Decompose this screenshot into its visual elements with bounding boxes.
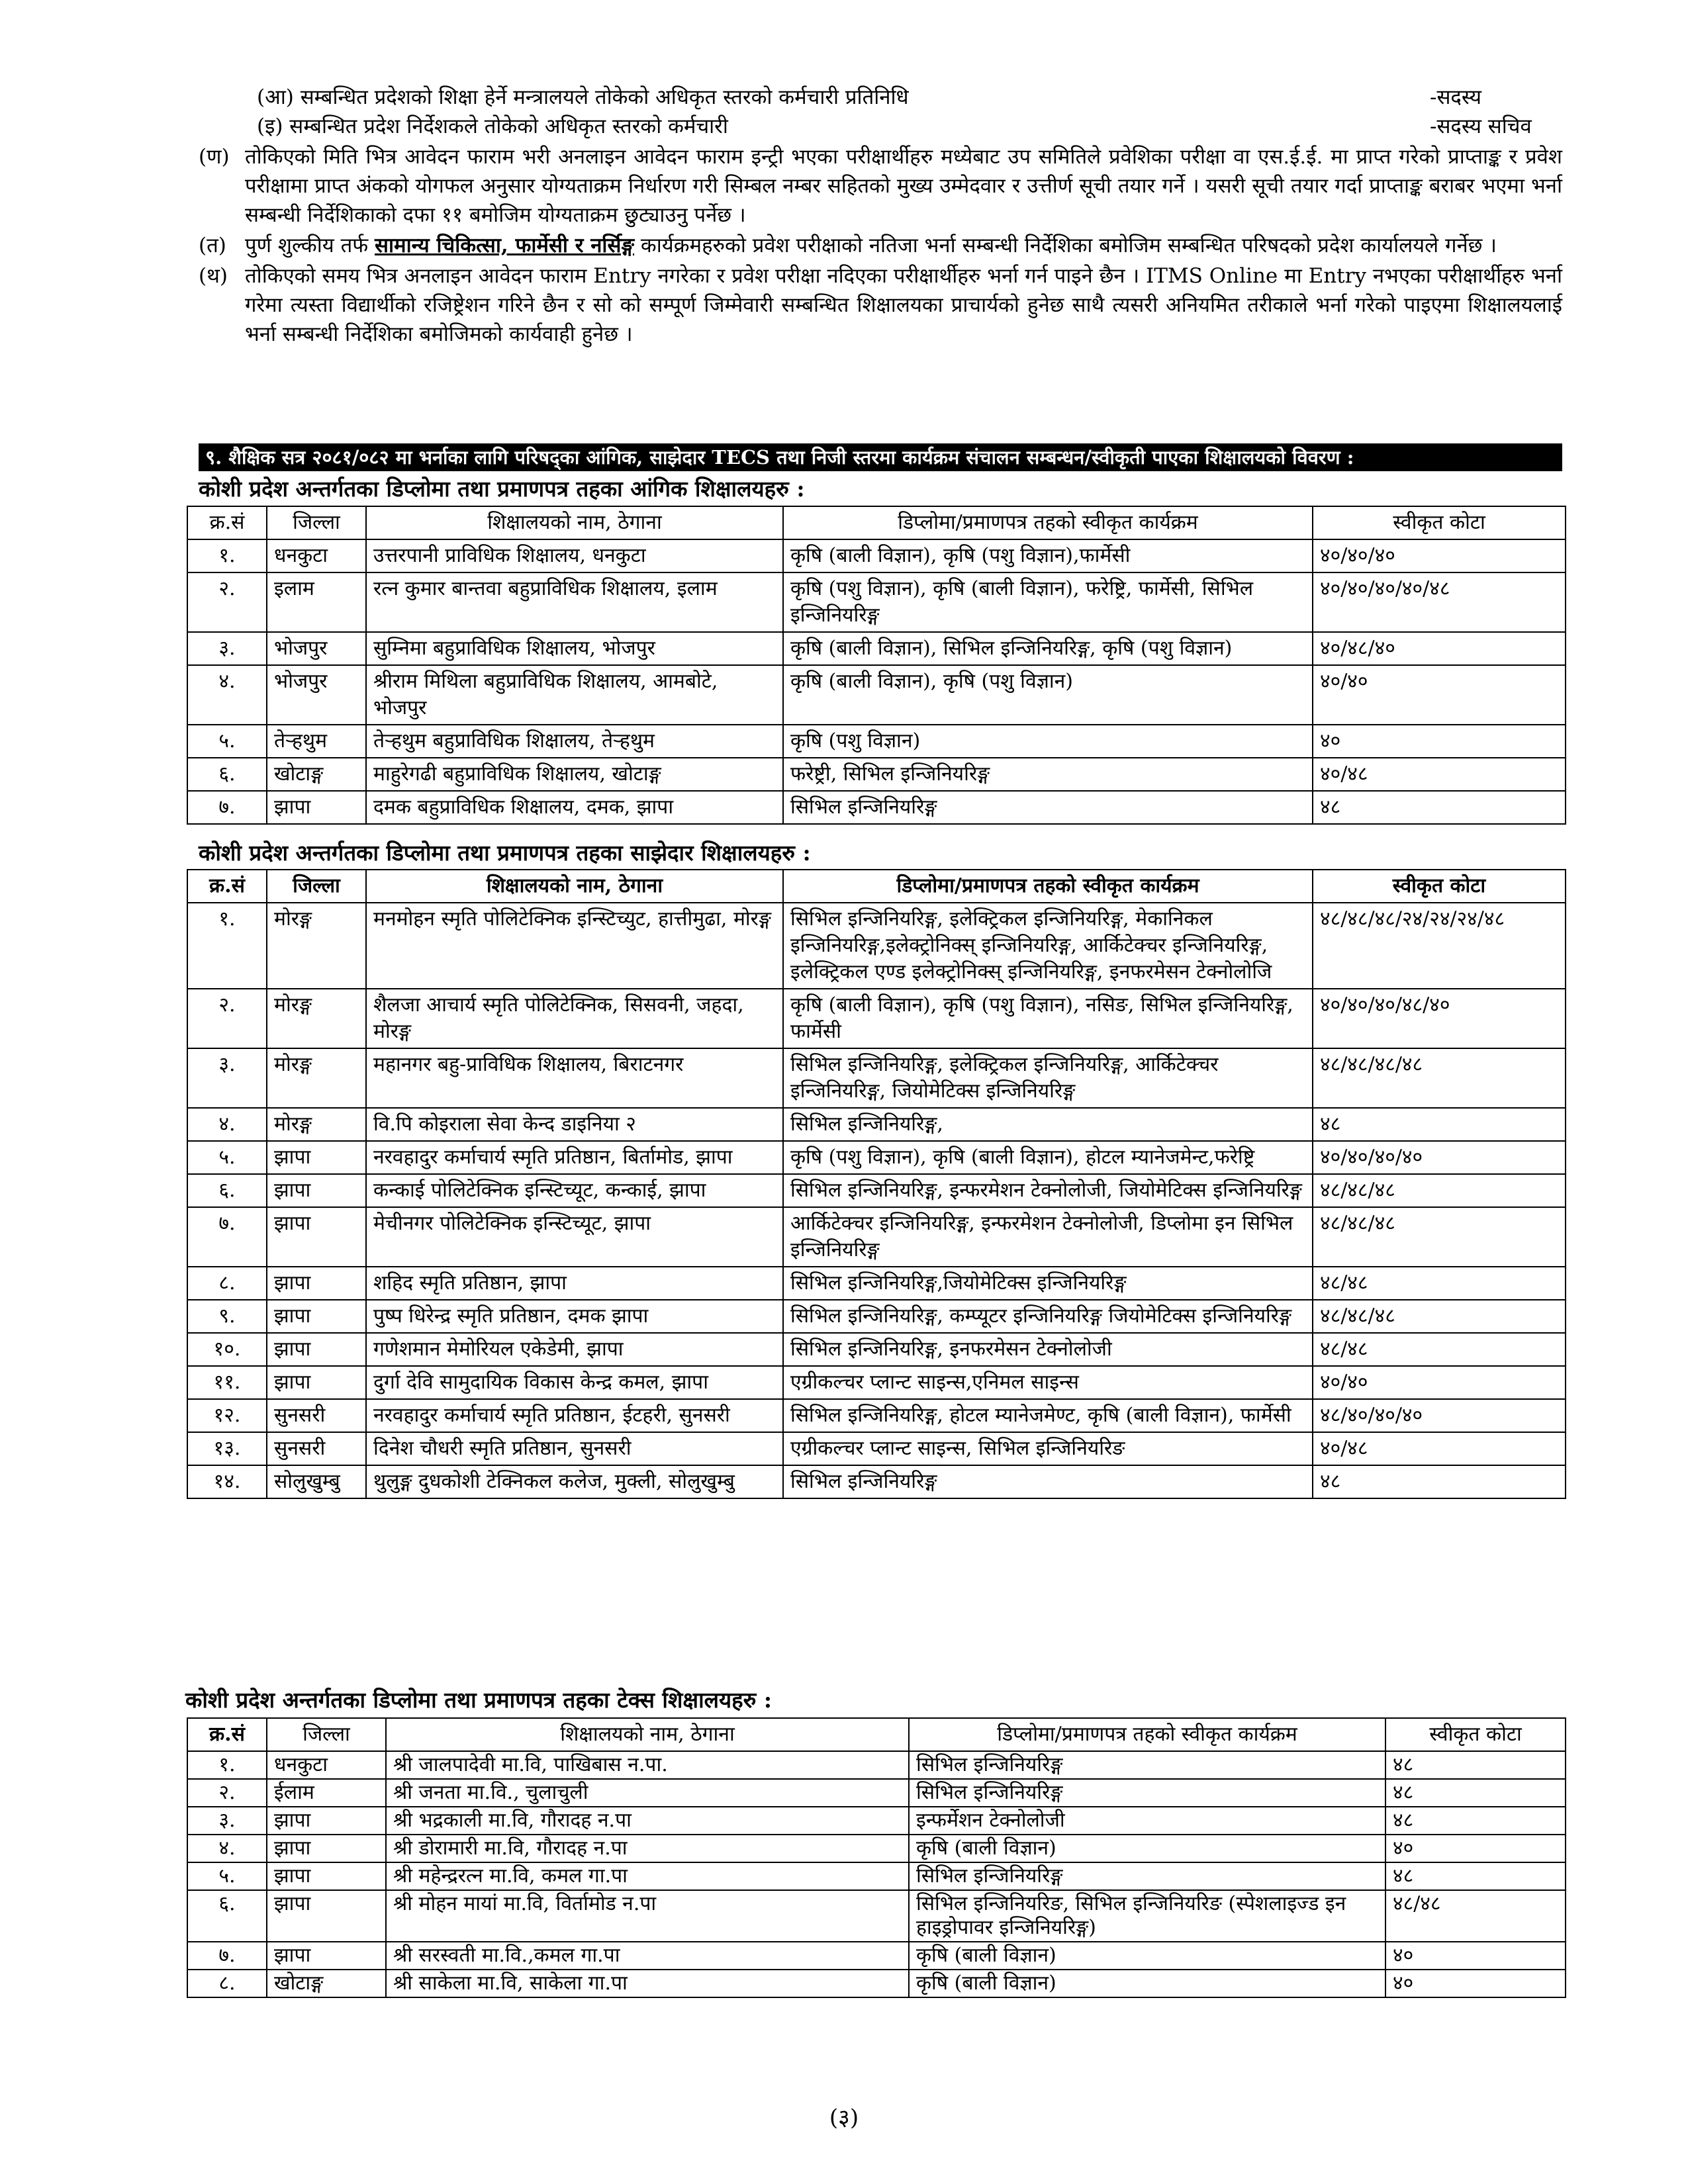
cell-quota: ४० [1385, 1970, 1566, 1997]
clause-marker: (ण) [199, 145, 230, 169]
cell-sn: ११. [187, 1366, 267, 1399]
header-district: जिल्ला [267, 1718, 386, 1751]
cell-sn: ३. [187, 632, 267, 665]
table-header-row [187, 506, 1566, 539]
cell-program: सिभिल इन्जिनियरिङ्ग [909, 1862, 1385, 1890]
cell-quota: ४०/४०/४०/४० [1313, 1141, 1566, 1174]
cell-program: सिभिल इन्जिनियरिङ्ग [909, 1779, 1385, 1807]
cell-quota: ४८/४८/४८ [1313, 1207, 1566, 1267]
cell-sn: ३. [187, 1807, 267, 1835]
cell-quota: ४८/४८/४८/२४/२४/२४/४८ [1313, 903, 1566, 989]
cell-program: सिभिल इन्जिनियरिङ्ग, इलेक्ट्रिकल इन्जिनियरिङ्ग, मेकानिकल इन्जिनियरिङ्ग,इलेक्ट्रोनिक्स् इन्जिनियरिङ्ग, आर्किटेक्चर इन्जिनियरिङ्ग, इलेक्ट्रिकल एण्ड इलेक्ट्रोनिक्स् इन्जिनियरिङ्ग, इनफरमेसन टेक्नोलोजि [783, 903, 1313, 989]
table3-title: कोशी प्रदेश अन्तर्गतका डिप्लोमा तथा प्रमाणपत्र तहका टेक्स शिक्षालयहरु : [185, 1687, 773, 1713]
table-row [187, 725, 1566, 758]
table-row [187, 539, 1566, 572]
cell-school-name: थुलुङ्ग दुधकोशी टेक्निकल कलेज, मुक्ली, सोलुखुम्बु [366, 1465, 783, 1498]
cell-quota: ४८/४८/४८ [1313, 1174, 1566, 1207]
cell-program: सिभिल इन्जिनियरिङ्ग,जियोमेटिक्स इन्जिनियरिङ्ग [783, 1267, 1313, 1300]
cell-sn: ६. [187, 1890, 267, 1942]
committee-member-label: (आ) सम्बन्धित प्रदेशको शिक्षा हेर्ने मन्त्रालयले तोकेको अधिकृत स्तरको कर्मचारी प्रतिनिधि [257, 85, 909, 109]
cell-program: सिभिल इन्जिनियरिङ्ग, [783, 1108, 1313, 1141]
cell-school-name: तेऱ्हथुम बहुप्राविधिक शिक्षालय, तेऱ्हथुम [366, 725, 783, 758]
cell-quota: ४८/४८/४८/४८ [1313, 1048, 1566, 1108]
cell-sn: २. [187, 1779, 267, 1807]
cell-sn: ७. [187, 1942, 267, 1970]
cell-school-name: श्री भद्रकाली मा.वि, गौरादह न.पा [386, 1807, 909, 1835]
cell-program: सिभिल इन्जिनियरिङ्ग, इन्फरमेशन टेक्नोलोजी, जियोमेटिक्स इन्जिनियरिङ्ग [783, 1174, 1313, 1207]
cell-school-name: शहिद स्मृति प्रतिष्ठान, झापा [366, 1267, 783, 1300]
cell-program: कृषि (बाली विज्ञान), सिभिल इन्जिनियरिङ्ग, कृषि (पशु विज्ञान) [783, 632, 1313, 665]
table-row [187, 1108, 1566, 1141]
cell-sn: २. [187, 989, 267, 1048]
cell-school-name: मनमोहन स्मृति पोलिटेक्निक इन्स्टिच्युट, हात्तीमुढा, मोरङ्ग [366, 903, 783, 989]
table-row [187, 1174, 1566, 1207]
cell-district: झापा [267, 1174, 366, 1207]
table-row [187, 1432, 1566, 1465]
table-row [187, 1970, 1566, 1997]
page-number: (३) [829, 2105, 859, 2131]
cell-school-name: श्री मोहन मायां मा.वि, विर्तामोड न.पा [386, 1890, 909, 1942]
cell-school-name: श्री जालपादेवी मा.वि, पाखिबास न.पा. [386, 1751, 909, 1779]
table-row [187, 1141, 1566, 1174]
cell-school-name: श्री जनता मा.वि., चुलाचुली [386, 1779, 909, 1807]
cell-sn: १४. [187, 1465, 267, 1498]
cell-quota: ४८/४०/४०/४० [1313, 1399, 1566, 1432]
cell-school-name: श्री डोरामारी मा.वि, गौरादह न.पा [386, 1835, 909, 1862]
cell-district: धनकुटा [267, 1751, 386, 1779]
cell-school-name: मेचीनगर पोलिटेक्निक इन्स्टिच्यूट, झापा [366, 1207, 783, 1267]
cell-quota: ४८ [1385, 1751, 1566, 1779]
cell-sn: ६. [187, 1174, 267, 1207]
table-row [187, 1048, 1566, 1108]
cell-sn: २. [187, 572, 267, 632]
cell-program: फरेष्ट्री, सिभिल इन्जिनियरिङ्ग [783, 758, 1313, 791]
clause-text-post: कार्यक्रमहरुको प्रवेश परीक्षाको नतिजा भर्ना सम्बन्धी निर्देशिका बमोजिम सम्बन्धित परिषदको प्रदेश कार्यालयले गर्नेछ । [634, 234, 1497, 257]
cell-sn: ९. [187, 1300, 267, 1333]
clause-marker: (त) [199, 234, 226, 257]
cell-sn: ५. [187, 725, 267, 758]
cell-program: कृषि (पशु विज्ञान), कृषि (बाली विज्ञान), होटल म्यानेजमेन्ट,फरेष्ट्रि [783, 1141, 1313, 1174]
cell-school-name: दुर्गा देवि सामुदायिक विकास केन्द्र कमल, झापा [366, 1366, 783, 1399]
committee-secretary-line [199, 112, 1562, 141]
table-tecs-schools [187, 1717, 1566, 1998]
cell-sn: ८. [187, 1267, 267, 1300]
header-program: डिप्लोमा/प्रमाणपत्र तहको स्वीकृत कार्यक्रम [909, 1718, 1385, 1751]
cell-quota: ४०/४८ [1313, 758, 1566, 791]
header-program: डिप्लोमा/प्रमाणपत्र तहको स्वीकृत कार्यक्रम [783, 870, 1313, 903]
cell-program: सिभिल इन्जिनियरिङ्ग [783, 1465, 1313, 1498]
cell-district: मोरङ्ग [267, 903, 366, 989]
table-row [187, 1399, 1566, 1432]
cell-school-name: गणेशमान मेमोरियल एकेडेमी, झापा [366, 1333, 783, 1366]
cell-district: सुनसरी [267, 1399, 366, 1432]
table-partner-schools [187, 869, 1566, 1499]
cell-program: कृषि (बाली विज्ञान) [909, 1970, 1385, 1997]
cell-school-name: दिनेश चौधरी स्मृति प्रतिष्ठान, सुनसरी [366, 1432, 783, 1465]
cell-quota: ४८ [1313, 1465, 1566, 1498]
cell-district: मोरङ्ग [267, 1108, 366, 1141]
cell-district: खोटाङ्ग [267, 1970, 386, 1997]
cell-school-name: श्रीराम मिथिला बहुप्राविधिक शिक्षालय, आमबोटे, भोजपुर [366, 665, 783, 725]
cell-district: झापा [267, 1942, 386, 1970]
cell-sn: १. [187, 539, 267, 572]
cell-quota: ४०/४०/४०/४०/४८ [1313, 572, 1566, 632]
cell-quota: ४०/४०/४० [1313, 539, 1566, 572]
cell-program: एग्रीकल्चर प्लान्ट साइन्स, सिभिल इन्जिनियरिङ [783, 1432, 1313, 1465]
cell-district: तेऱ्हथुम [267, 725, 366, 758]
cell-quota: ४०/४८/४० [1313, 632, 1566, 665]
cell-quota: ४०/४८ [1313, 1432, 1566, 1465]
table-row [187, 1942, 1566, 1970]
cell-program: सिभिल इन्जिनियरिङ्ग [783, 791, 1313, 824]
table-row [187, 1890, 1566, 1942]
cell-district: भोजपुर [267, 665, 366, 725]
cell-school-name: श्री सरस्वती मा.वि.,कमल गा.पा [386, 1942, 909, 1970]
cell-district: मोरङ्ग [267, 989, 366, 1048]
table-row [187, 1862, 1566, 1890]
header-district: जिल्ला [267, 870, 366, 903]
cell-quota: ४०/४० [1313, 665, 1566, 725]
cell-district: झापा [267, 1890, 386, 1942]
cell-program: कृषि (बाली विज्ञान), कृषि (पशु विज्ञान),फार्मेसी [783, 539, 1313, 572]
cell-quota: ४८ [1313, 1108, 1566, 1141]
clause-na [199, 142, 1562, 230]
intro-block [199, 83, 1562, 349]
cell-quota: ४८ [1385, 1779, 1566, 1807]
cell-program: कृषि (पशु विज्ञान) [783, 725, 1313, 758]
cell-district: धनकुटा [267, 539, 366, 572]
committee-secretary-role: -सदस्य सचिव [1430, 114, 1532, 138]
section-heading-bar: ९. शैक्षिक सत्र २०८१/०८२ मा भर्नाका लागि परिषद्का आंगिक, साझेदार TECS तथा निजी स्तरमा कार्यक्रम संचालन सम्बन्धन/स्वीकृती पाएका शिक्षालयको विवरण : [199, 443, 1562, 471]
cell-district: इलाम [267, 572, 366, 632]
cell-program: कृषि (बाली विज्ञान) [909, 1835, 1385, 1862]
cell-program: आर्किटेक्चर इन्जिनियरिङ्ग, इन्फरमेशन टेक्नोलोजी, डिप्लोमा इन सिभिल इन्जिनियरिङ्ग [783, 1207, 1313, 1267]
cell-school-name: माहुरेगढी बहुप्राविधिक शिक्षालय, खोटाङ्ग [366, 758, 783, 791]
cell-sn: ७. [187, 1207, 267, 1267]
cell-program: कृषि (बाली विज्ञान), कृषि (पशु विज्ञान) [783, 665, 1313, 725]
cell-district: झापा [267, 1300, 366, 1333]
clause-marker: (थ) [199, 264, 228, 288]
cell-sn: ४. [187, 665, 267, 725]
cell-program: सिभिल इन्जिनियरिङ्ग, होटल म्यानेजमेण्ट, कृषि (बाली विज्ञान), फार्मेसी [783, 1399, 1313, 1432]
cell-district: खोटाङ्ग [267, 758, 366, 791]
cell-sn: ५. [187, 1141, 267, 1174]
clause-ta [199, 231, 1562, 260]
cell-sn: १३. [187, 1432, 267, 1465]
cell-district: सुनसरी [267, 1432, 366, 1465]
header-sn: क्र.सं [187, 870, 267, 903]
clause-text: तोकिएको समय भित्र अनलाइन आवेदन फाराम Entry नगरेका र प्रवेश परीक्षा नदिएका परीक्षार्थीहरु भर्ना गर्न पाइने छैन । ITMS Online मा Entry नभएका परीक्षार्थीहरु भर्ना गरेमा त्यस्ता विद्यार्थीको रजिष्ट्रेशन गरिने छैन र सो को सम्पूर्ण जिम्मेवारी सम्बन्धित शिक्षालयका प्राचार्यको हुनेछ साथै त्यसरी अनियमित तरीकाले भर्ना गरेको पाइएमा शिक्षालयलाई भर्ना सम्बन्धी निर्देशिका बमोजिमको कार्यवाही हुनेछ । [245, 264, 1562, 346]
cell-district: मोरङ्ग [267, 1048, 366, 1108]
cell-quota: ४८ [1385, 1862, 1566, 1890]
cell-district: झापा [267, 1267, 366, 1300]
table-row [187, 1835, 1566, 1862]
cell-program: कृषि (पशु विज्ञान), कृषि (बाली विज्ञान), फरेष्ट्रि, फार्मेसी, सिभिल इन्जिनियरिङ्ग [783, 572, 1313, 632]
cell-quota: ४० [1385, 1942, 1566, 1970]
table-row [187, 632, 1566, 665]
cell-school-name: पुष्प धिरेन्द्र स्मृति प्रतिष्ठान, दमक झापा [366, 1300, 783, 1333]
cell-school-name: दमक बहुप्राविधिक शिक्षालय, दमक, झापा [366, 791, 783, 824]
table-row [187, 791, 1566, 824]
header-quota: स्वीकृत कोटा [1385, 1718, 1566, 1751]
table2-title: कोशी प्रदेश अन्तर्गतका डिप्लोमा तथा प्रमाणपत्र तहका साझेदार शिक्षालयहरु : [199, 840, 811, 866]
cell-school-name: श्री साकेला मा.वि, साकेला गा.पा [386, 1970, 909, 1997]
header-school: शिक्षालयको नाम, ठेगाना [366, 506, 783, 539]
cell-district: झापा [267, 1862, 386, 1890]
clause-text-pre: पुर्ण शुल्कीय तर्फ [245, 234, 375, 257]
header-district: जिल्ला [267, 506, 366, 539]
table-row [187, 572, 1566, 632]
header-sn: क्र.सं [187, 506, 267, 539]
cell-quota: ४८/४८ [1313, 1333, 1566, 1366]
cell-district: झापा [267, 1207, 366, 1267]
header-program: डिप्लोमा/प्रमाणपत्र तहको स्वीकृत कार्यक्रम [783, 506, 1313, 539]
cell-program: कृषि (बाली विज्ञान), कृषि (पशु विज्ञान), नसिङ, सिभिल इन्जिनियरिङ्ग, फार्मेसी [783, 989, 1313, 1048]
cell-program: सिभिल इन्जिनियरिङ्ग, कम्प्यूटर इन्जिनियरिङ्ग जियोमेटिक्स इन्जिनियरिङ्ग [783, 1300, 1313, 1333]
cell-sn: १. [187, 903, 267, 989]
table-row [187, 1807, 1566, 1835]
cell-sn: ७. [187, 791, 267, 824]
table-row [187, 1207, 1566, 1267]
cell-sn: १०. [187, 1333, 267, 1366]
cell-sn: ८. [187, 1970, 267, 1997]
committee-member-role: -सदस्य [1430, 85, 1481, 109]
cell-school-name: शैलजा आचार्य स्मृति पोलिटेक्निक, सिसवनी, जहदा, मोरङ्ग [366, 989, 783, 1048]
cell-program: सिभिल इन्जिनियरिङ्ग, इलेक्ट्रिकल इन्जिनियरिङ्ग, आर्किटेक्चर इन्जिनियरिङ्ग, जियोमेटिक्स इन्जिनियरिङ्ग [783, 1048, 1313, 1108]
table-row [187, 1333, 1566, 1366]
cell-district: झापा [267, 791, 366, 824]
cell-program: कृषि (बाली विज्ञान) [909, 1942, 1385, 1970]
cell-school-name: वि.पि कोइराला सेवा केन्द डाइनिया २ [366, 1108, 783, 1141]
clause-tha [199, 261, 1562, 349]
cell-sn: ४. [187, 1835, 267, 1862]
cell-district: भोजपुर [267, 632, 366, 665]
cell-school-name: उत्तरपानी प्राविधिक शिक्षालय, धनकुटा [366, 539, 783, 572]
cell-quota: ४८ [1385, 1807, 1566, 1835]
cell-district: झापा [267, 1807, 386, 1835]
cell-sn: ६. [187, 758, 267, 791]
cell-program: एग्रीकल्चर प्लान्ट साइन्स,एनिमल साइन्स [783, 1366, 1313, 1399]
header-sn: क्र.सं [187, 1718, 267, 1751]
table-row [187, 1267, 1566, 1300]
cell-sn: ५. [187, 1862, 267, 1890]
cell-program: इन्फर्मेशन टेक्नोलोजी [909, 1807, 1385, 1835]
committee-member-line [199, 83, 1562, 112]
cell-quota: ४८/४८ [1385, 1890, 1566, 1942]
cell-sn: १२. [187, 1399, 267, 1432]
cell-quota: ४० [1385, 1835, 1566, 1862]
cell-quota: ४८/४८ [1313, 1267, 1566, 1300]
cell-district: झापा [267, 1835, 386, 1862]
header-quota: स्वीकृत कोटा [1313, 506, 1566, 539]
cell-school-name: नरवहादुर कर्माचार्य स्मृति प्रतिष्ठान, बिर्तामोड, झापा [366, 1141, 783, 1174]
cell-sn: ३. [187, 1048, 267, 1108]
header-school: शिक्षालयको नाम, ठेगाना [386, 1718, 909, 1751]
committee-secretary-label: (इ) सम्बन्धित प्रदेश निर्देशकले तोकेको अधिकृत स्तरको कर्मचारी [257, 114, 728, 138]
cell-quota: ४० [1313, 725, 1566, 758]
table-row [187, 1366, 1566, 1399]
table-row [187, 989, 1566, 1048]
cell-school-name: श्री महेन्द्ररत्न मा.वि, कमल गा.पा [386, 1862, 909, 1890]
header-school: शिक्षालयको नाम, ठेगाना [366, 870, 783, 903]
cell-school-name: कन्काई पोलिटेक्निक इन्स्टिच्यूट, कन्काई, झापा [366, 1174, 783, 1207]
table1-title: कोशी प्रदेश अन्तर्गतका डिप्लोमा तथा प्रमाणपत्र तहका आंगिक शिक्षालयहरु : [199, 476, 805, 502]
cell-school-name: रत्न कुमार बान्तवा बहुप्राविधिक शिक्षालय, इलाम [366, 572, 783, 632]
cell-district: सोलुखुम्बु [267, 1465, 366, 1498]
header-quota: स्वीकृत कोटा [1313, 870, 1566, 903]
cell-district: झापा [267, 1333, 366, 1366]
cell-quota: ४०/४०/४०/४८/४० [1313, 989, 1566, 1048]
table-constituent-schools [187, 506, 1566, 825]
cell-quota: ४८ [1313, 791, 1566, 824]
table-row [187, 1465, 1566, 1498]
table-header-row [187, 1718, 1566, 1751]
table-row [187, 1300, 1566, 1333]
table-row [187, 903, 1566, 989]
table-header-row [187, 870, 1566, 903]
cell-quota: ४०/४० [1313, 1366, 1566, 1399]
cell-quota: ४८/४८/४८ [1313, 1300, 1566, 1333]
clause-text-bold: सामान्य चिकित्सा, फार्मेसी र नर्सिङ्ग [375, 234, 635, 257]
cell-district: झापा [267, 1141, 366, 1174]
cell-program: सिभिल इन्जिनियरिङ्ग [909, 1751, 1385, 1779]
table-row [187, 1779, 1566, 1807]
cell-school-name: सुम्निमा बहुप्राविधिक शिक्षालय, भोजपुर [366, 632, 783, 665]
cell-program: सिभिल इन्जिनियरिङ्ग, इनफरमेसन टेक्नोलोजी [783, 1333, 1313, 1366]
cell-program: सिभिल इन्जिनियरिङ, सिभिल इन्जिनियरिङ (स्पेशलाइज्ड इन हाइड्रोपावर इन्जिनियरिङ्ग) [909, 1890, 1385, 1942]
clause-text: तोकिएको मिति भित्र आवेदन फाराम भरी अनलाइन आवेदन फाराम इन्ट्री भएका परीक्षार्थीहरु मध्येबाट उप समितिले प्रवेशिका परीक्षा वा एस.ई.ई. मा प्राप्त गरेको प्राप्ताङ्क र प्रवेश परीक्षामा प्राप्त अंकको योगफल अनुसार योग्यताक्रम निर्धारण गरी सिम्बल नम्बर सहितको मुख्य उम्मेदवार र उत्तीर्ण सूची तयार गर्ने । यसरी सूची तयार गर्दा प्राप्ताङ्क बराबर भएमा भर्ना सम्बन्धी निर्देशिकाको दफा ११ बमोजिम योग्यताक्रम छुट्याउनु पर्नेछ । [245, 145, 1562, 227]
cell-sn: ४. [187, 1108, 267, 1141]
cell-district: झापा [267, 1366, 366, 1399]
cell-sn: १. [187, 1751, 267, 1779]
clause-text [245, 231, 1562, 260]
cell-district: ईलाम [267, 1779, 386, 1807]
cell-school-name: नरवहादुर कर्माचार्य स्मृति प्रतिष्ठान, ईटहरी, सुनसरी [366, 1399, 783, 1432]
cell-school-name: महानगर बहु-प्राविधिक शिक्षालय, बिराटनगर [366, 1048, 783, 1108]
table-row [187, 665, 1566, 725]
table-row [187, 1751, 1566, 1779]
table-row [187, 758, 1566, 791]
